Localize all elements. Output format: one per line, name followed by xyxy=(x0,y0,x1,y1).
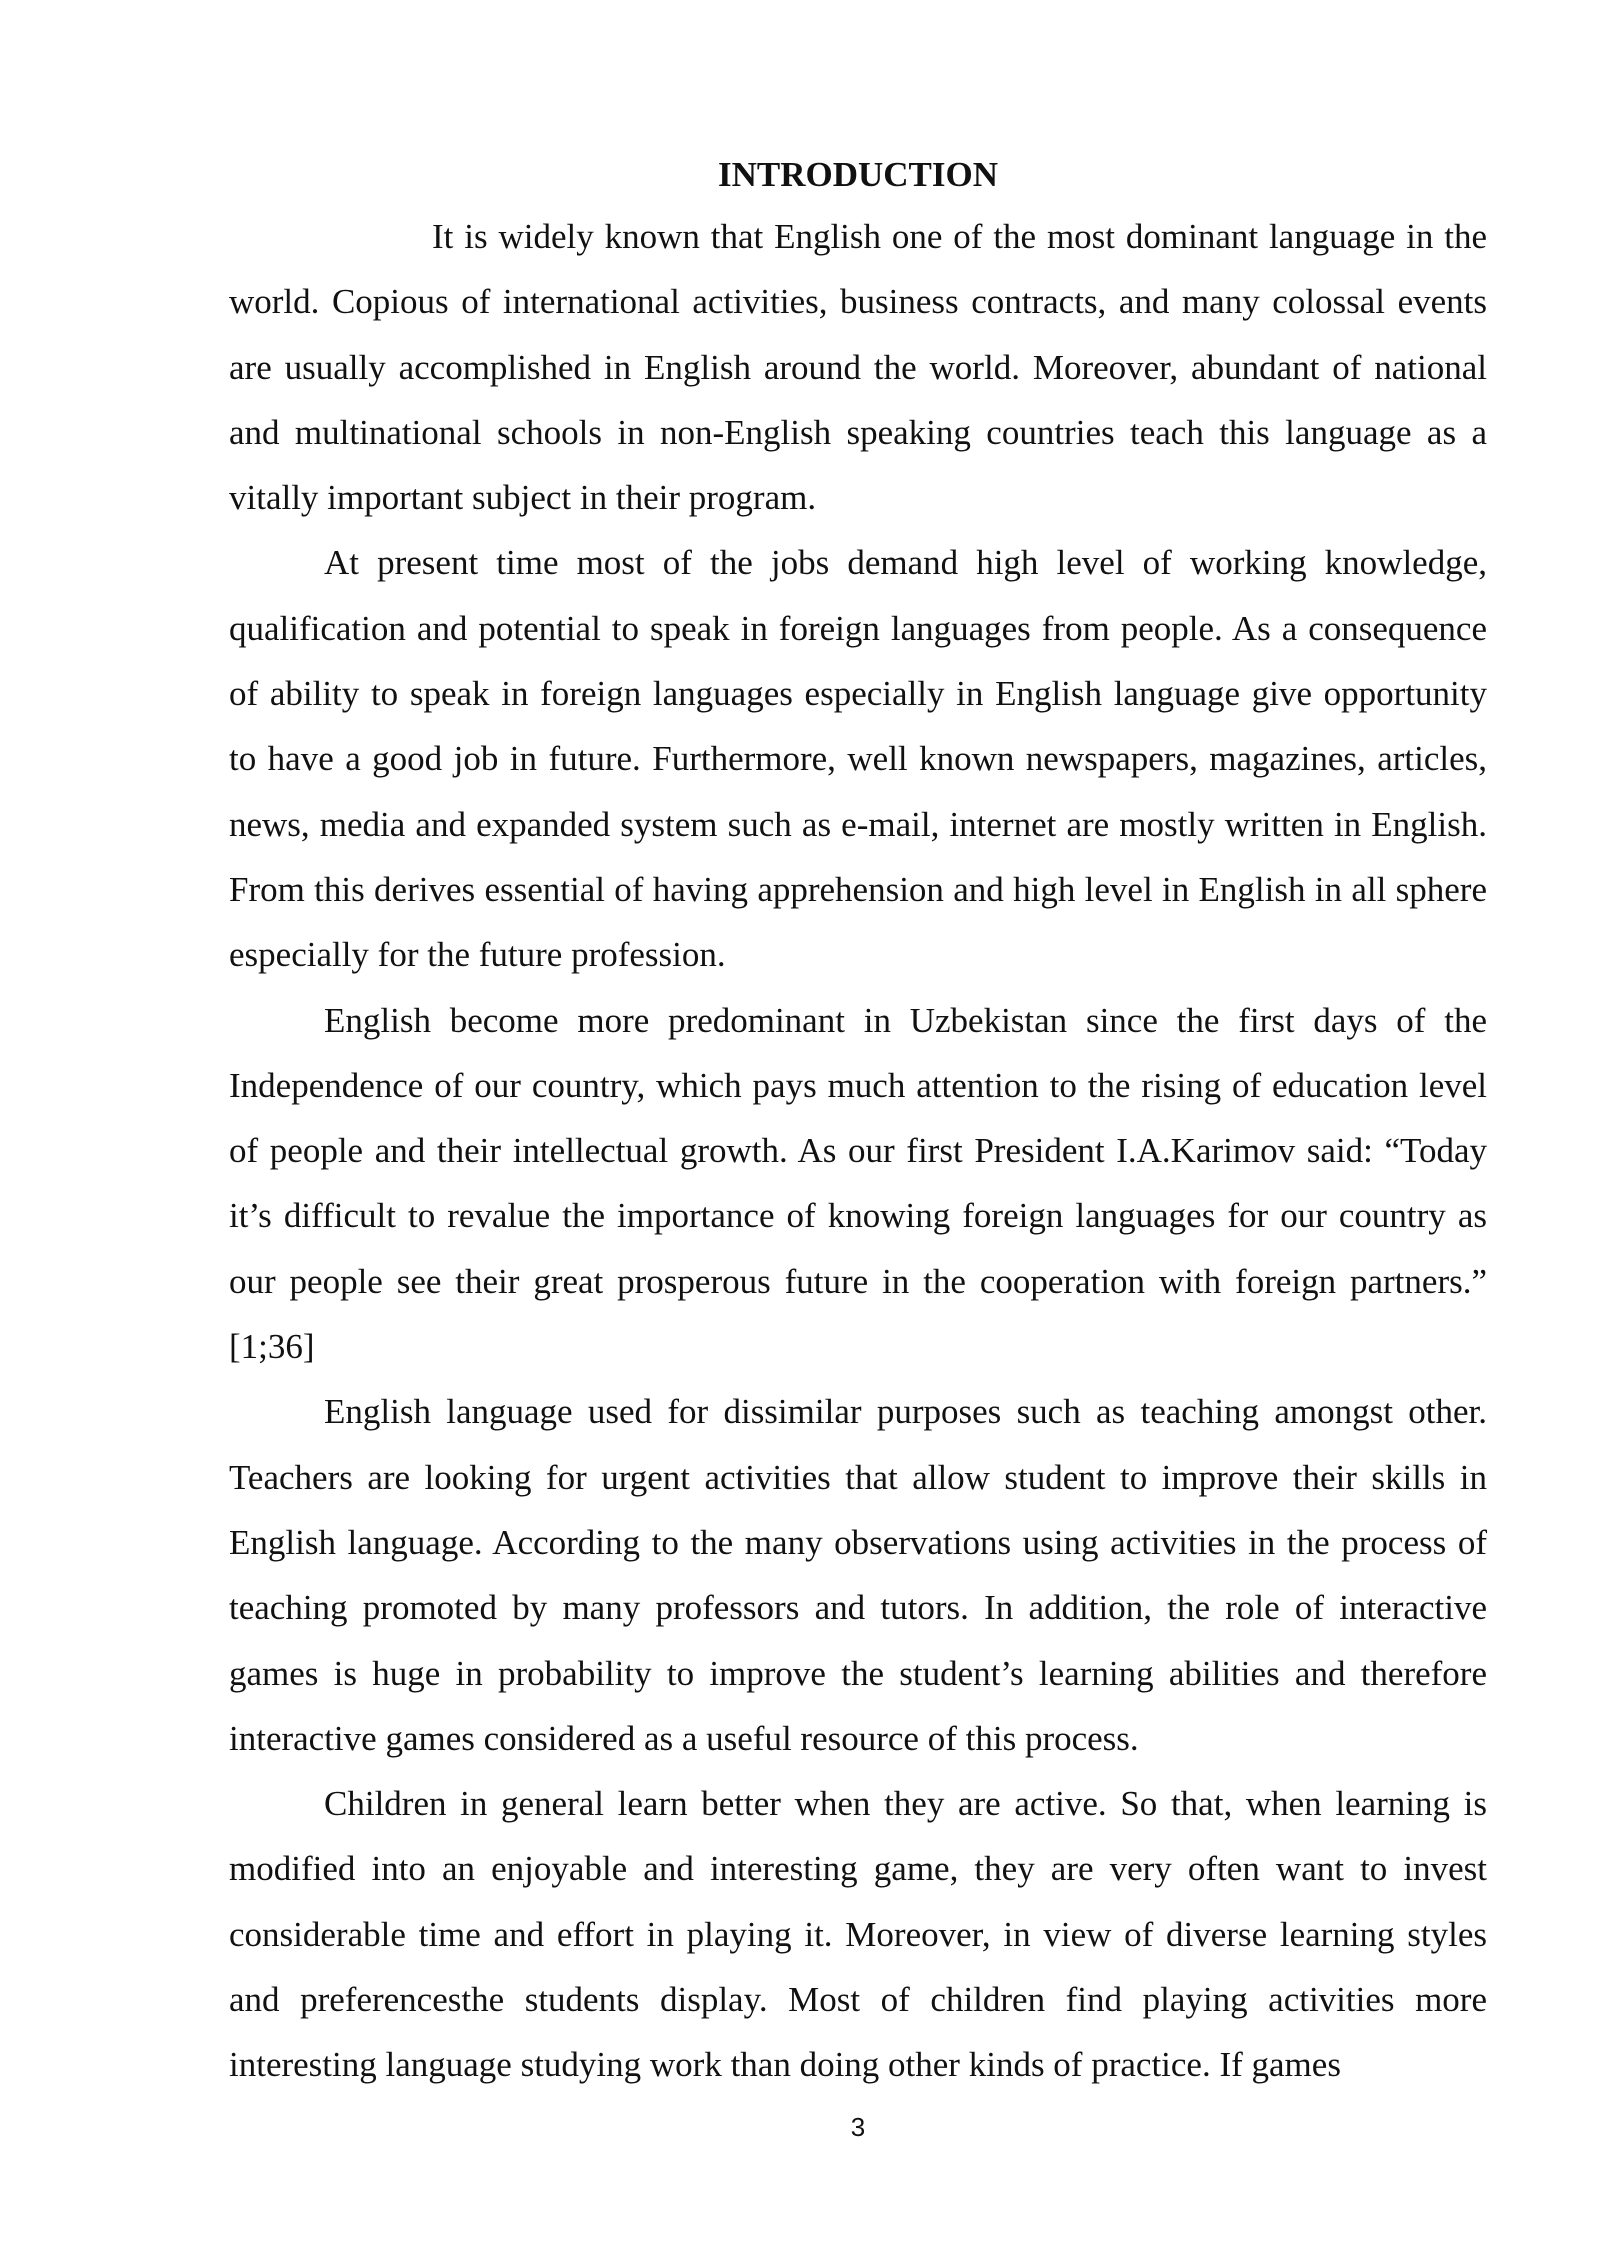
paragraph-3: English become more predominant in Uzbekistan since the first days of the Independence of our country, which pays much attention to the rising of education level of people and their intellectual growth. As our first President I.A.Karimov said: “Today it’s difficult to revalue the importance of knowing foreign languages for our country as our people see their great prosperous future in the cooperation with foreign partners.” [1;36] xyxy=(229,1000,1487,1367)
paragraph-5: Children in general learn better when they are active. So that, when learning is modified into an enjoyable and interesting game, they are very often want to invest considerable time and effort in playing it. Moreover, in view of diverse learning styles and preferencesthe students display. Most of children find playing activities more interesting language studying work than doing other kinds of practice. If games xyxy=(229,1784,1487,2085)
paragraph-4: English language used for dissimilar purposes such as teaching amongst other. Teachers are looking for urgent activities that allow student to improve their skills in English language. According to the many observations using activities in the process of teaching promoted by many professors and tutors. In addition, the role of interactive games is huge in probability to improve the student’s learning abilities and therefore interactive games considered as a useful resource of this process. xyxy=(229,1392,1487,1758)
document-body xyxy=(229,150,1487,2098)
paragraph-1: It is widely known that English one of the most dominant language in the world. Copious of international activities, business contracts, and many colossal events are usually accomplished in English around the world. Moreover, abundant of national and multinational schools in non-English speaking countries teach this language as a vitally important subject in their program. xyxy=(229,217,1487,518)
page-number: 3 xyxy=(850,2112,866,2142)
section-heading: INTRODUCTION xyxy=(717,155,999,194)
paragraph-2: At present time most of the jobs demand high level of working knowledge, qualification and potential to speak in foreign languages from people. As a consequence of ability to speak in foreign languages especially in English language give opportunity to have a good job in future. Furthermore, well known newspapers, magazines, articles, news, media and expanded system such as e-mail, internet are mostly written in English. From this derives essential of having apprehension and high level in English in all sphere especially for the future profession. xyxy=(229,543,1487,975)
